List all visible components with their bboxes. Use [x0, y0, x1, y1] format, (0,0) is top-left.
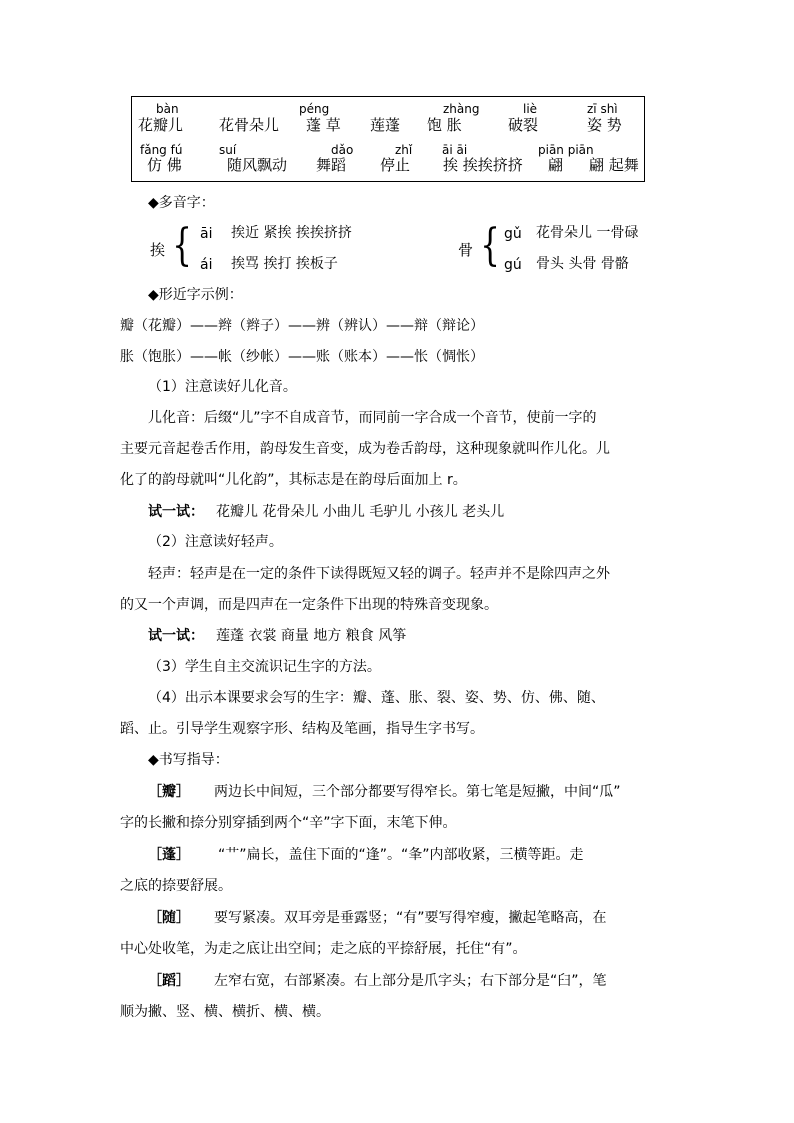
paragraph: 儿化音：后缀“儿”字不自成音节，而同前一字合成一个音节，使前一字的	[148, 410, 597, 426]
paragraph: 主要元音起卷舌作用，韵母发生音变，成为卷舌韵母，这种现象就叫作儿化。儿	[120, 441, 610, 457]
vocab-word: 随风飘动	[227, 156, 288, 174]
pinyin: piān piān	[538, 143, 594, 157]
polyphone-examples: 挨近 紧挨 挨挨挤挤	[231, 225, 352, 241]
vocab-word: 花瓣儿	[138, 116, 184, 134]
brace-icon: {	[172, 220, 192, 271]
vocab-word: 莲蓬	[370, 116, 401, 134]
polyphone-pinyin: āi	[200, 226, 213, 242]
polyphone-examples: 花骨朵儿 一骨碌	[536, 225, 639, 241]
writing-text: 顺为撇、竖、横、横折、横、横。	[120, 1004, 330, 1020]
vocab-word: 仿 佛	[147, 156, 182, 174]
pinyin: liè	[523, 102, 538, 116]
pinyin: zhàng	[443, 102, 480, 116]
try-words: 莲蓬 衣裳 商量 地方 粮食 风筝	[216, 628, 407, 644]
try-label: 试一试：	[148, 504, 204, 520]
section-heading-writing: ◆书写指导：	[148, 752, 229, 768]
paragraph: 蹈、止。引导学生观察字形、结构及笔画，指导生字书写。	[120, 721, 484, 737]
pinyin: péng	[299, 102, 330, 116]
section-heading-polyphone: ◆多音字：	[148, 195, 215, 211]
try-words: 花瓣儿 花骨朵儿 小曲儿 毛驴儿 小孩儿 老头儿	[216, 504, 505, 520]
pinyin: bàn	[156, 102, 179, 116]
similar-line: 胀（饱胀）——帐（纱帐）——账（账本）——怅（惆怅）	[120, 349, 484, 365]
vocab-word: 姿 势	[587, 116, 622, 134]
pinyin: dǎo	[331, 143, 354, 157]
similar-line: 瓣（花瓣）——辫（辫子）——辨（辨认）——辩（辩论）	[120, 318, 484, 334]
paragraph: 轻声：轻声是在一定的条件下读得既短又轻的调子。轻声并不是除四声之外	[148, 566, 610, 582]
polyphone-examples: 骨头 头骨 骨骼	[536, 256, 629, 272]
polyphone-char: 挨	[150, 241, 166, 259]
polyphone-pinyin: gǔ	[504, 226, 522, 242]
pinyin: suí	[219, 143, 237, 157]
vocab-word: 饱 胀	[427, 116, 462, 134]
paragraph: 的又一个声调，而是四声在一定条件下出现的特殊音变现象。	[120, 597, 498, 613]
section-heading-similar: ◆形近字示例：	[148, 287, 243, 303]
polyphone-char: 骨	[458, 241, 474, 259]
try-label: 试一试：	[148, 628, 204, 644]
vocab-word: 挨 挨挨挤挤	[443, 156, 523, 174]
pinyin: āi āi	[442, 143, 468, 157]
pinyin: fǎng fú	[140, 143, 183, 157]
writing-label: ［蓬］	[148, 847, 190, 863]
vocab-word: 蓬 草	[306, 116, 341, 134]
vocab-word: 舞蹈	[316, 156, 347, 174]
writing-text: 要写紧凑。双耳旁是垂露竖；“有”要写得窄瘦，撇起笔略高，在	[214, 910, 607, 926]
polyphone-pinyin: ái	[200, 257, 213, 273]
vocab-word: 停止	[380, 156, 411, 174]
writing-label: ［瓣］	[148, 784, 190, 800]
paragraph: （2）注意读好轻声。	[148, 534, 283, 550]
vocab-word: 花骨朵儿	[219, 116, 280, 134]
writing-text: 字的长撇和捺分别穿插到两个“辛”字下面，末笔下伸。	[120, 815, 457, 831]
pinyin: zī shì	[587, 102, 618, 116]
vocab-word: 翩 起舞	[589, 156, 639, 174]
writing-text: 左窄右宽，右部紧凑。右上部分是爪字头；右下部分是“臼”，笔	[214, 973, 607, 989]
writing-label: ［随］	[148, 910, 190, 926]
paragraph: （3）学生自主交流识记生字的方法。	[148, 659, 381, 675]
polyphone-pinyin: gú	[504, 257, 522, 273]
paragraph: 化了的韵母就叫“儿化韵”，其标志是在韵母后面加上 r。	[120, 472, 467, 488]
writing-text: 中心处收笔，为走之底让出空间；走之底的平捺舒展，托住“有”。	[120, 941, 527, 957]
writing-text: 两边长中间短，三个部分都要写得窄长。第七笔是短撇，中间“瓜”	[214, 784, 621, 800]
paragraph: （4）出示本课要求会写的生字：瓣、蓬、胀、裂、姿、势、仿、佛、随、	[148, 690, 605, 706]
writing-label: ［蹈］	[148, 973, 190, 989]
writing-text: “艹”扁长，盖住下面的“逢”。“夆”内部收紧，三横等距。走	[218, 847, 584, 863]
polyphone-examples: 挨骂 挨打 挨板子	[231, 256, 338, 272]
vocab-word: 破裂	[508, 116, 539, 134]
paragraph: （1）注意读好儿化音。	[148, 379, 297, 395]
writing-text: 之底的捺要舒展。	[120, 878, 232, 894]
pinyin: zhǐ	[395, 143, 413, 157]
brace-icon: {	[480, 220, 500, 271]
vocab-word: 翩	[548, 156, 564, 174]
